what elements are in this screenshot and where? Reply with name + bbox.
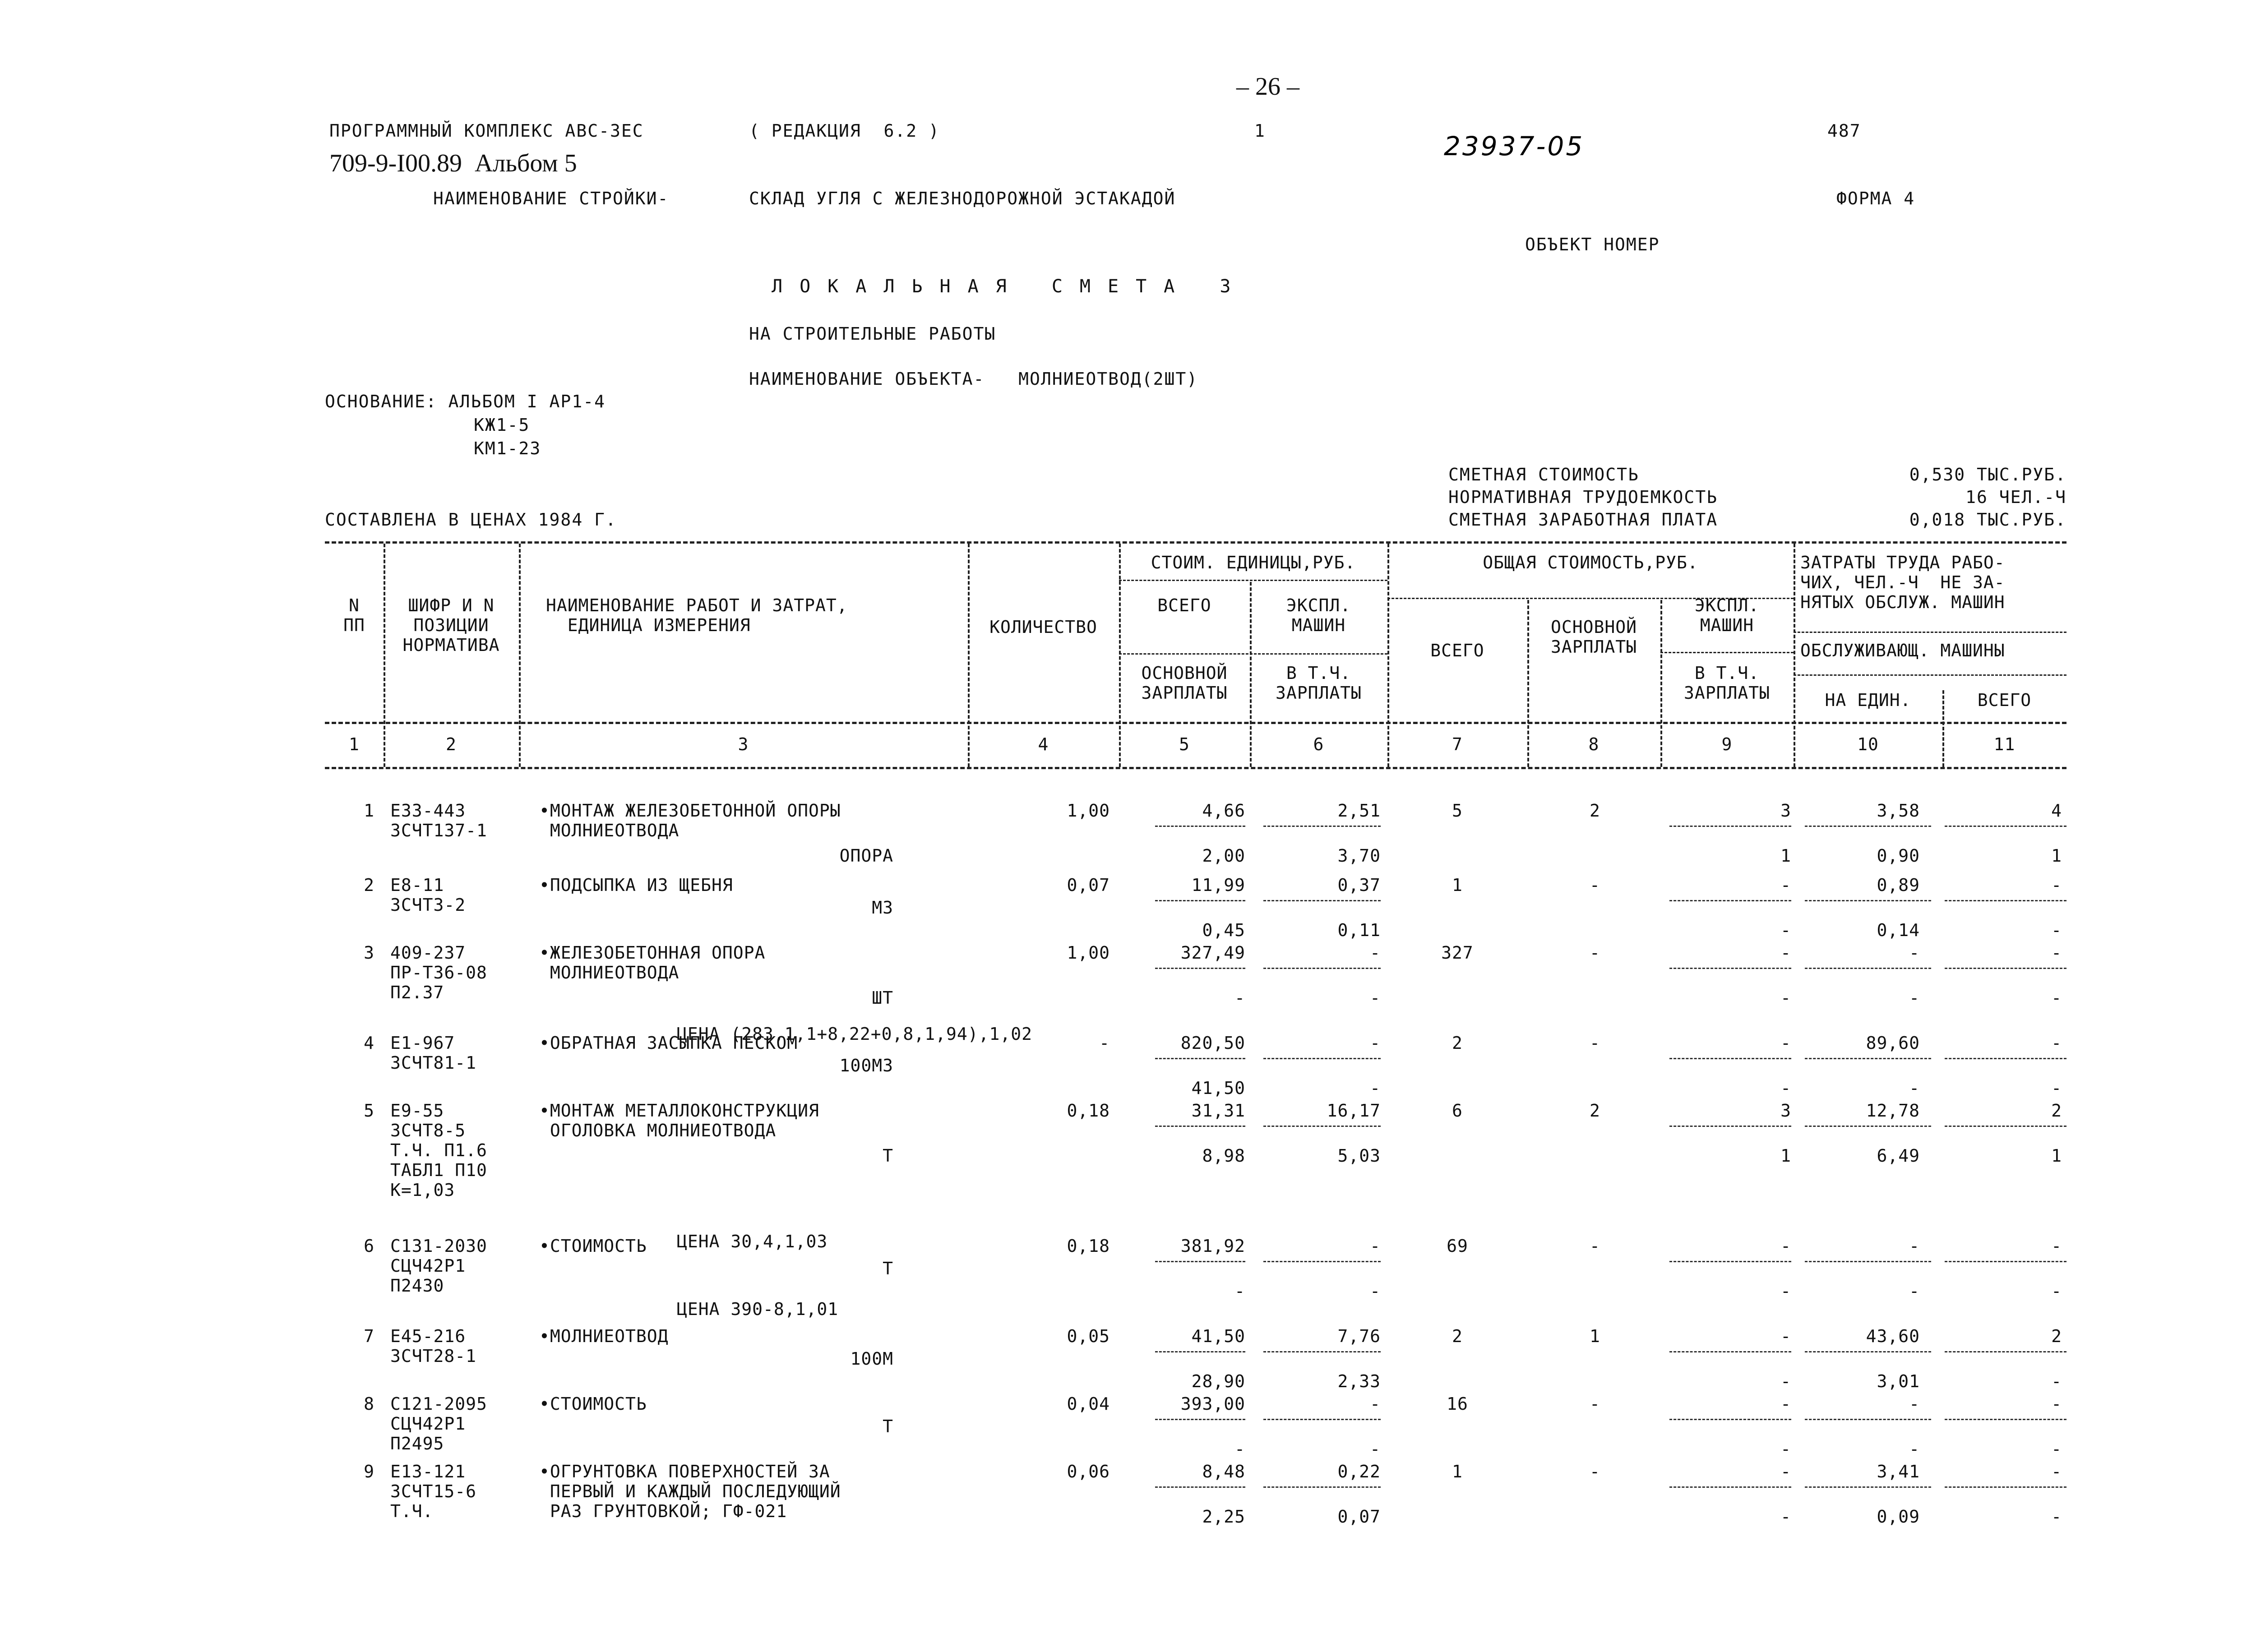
col-num: 1 — [349, 734, 360, 754]
basis-line-3: КМ1-23 — [474, 438, 541, 458]
row-labor-total-mach: - — [2051, 1507, 2062, 1527]
summary-label-wage: СМЕТНАЯ ЗАРАБОТНАЯ ПЛАТА — [1448, 510, 1718, 530]
page-right-number: 487 — [1827, 121, 1861, 141]
row-quantity: 0,18 — [1067, 1236, 1110, 1256]
row-labor-total-mach: - — [2051, 1439, 2062, 1459]
row-name: •МОНТАЖ ЖЕЛЕЗОБЕТОННОЙ ОПОРЫ МОЛНИЕОТВОДА — [539, 801, 841, 840]
row-unit-total: 820,50 — [1180, 1033, 1245, 1053]
row-unit: Т — [883, 1259, 893, 1278]
subtotal-rule — [1945, 1486, 2066, 1488]
col-num: 10 — [1857, 734, 1879, 754]
header-unit-wage: ОСНОВНОЙ ЗАРПЛАТЫ — [1141, 663, 1228, 703]
row-quantity: 1,00 — [1067, 943, 1110, 963]
col-num: 4 — [1038, 734, 1049, 754]
row-labor-total: - — [2051, 1394, 2062, 1414]
row-price-note: ЦЕНА (283,1,1+8,22+0,8,1,94),1,02 — [677, 1024, 1032, 1044]
row-unit-mach-wage: - — [1370, 1281, 1381, 1301]
subtotal-rule — [1945, 900, 2066, 901]
row-total-mach: - — [1780, 1394, 1791, 1414]
row-unit-wage: 0,45 — [1202, 920, 1245, 940]
subtotal-rule — [1669, 1058, 1791, 1059]
col-sep-3 — [968, 544, 970, 767]
row-name: •МОЛНИЕОТВОД — [539, 1326, 669, 1346]
header-total-cost: ОБЩАЯ СТОИМОСТЬ,РУБ. — [1483, 553, 1698, 572]
row-total-wage: - — [1590, 875, 1600, 895]
col-num: 3 — [738, 734, 749, 754]
row-name: •МОНТАЖ МЕТАЛЛОКОНСТРУКЦИЯ ОГОЛОВКА МОЛНИЕОТВОДА — [539, 1101, 819, 1140]
summary-label-cost: СМЕТНАЯ СТОИМОСТЬ — [1448, 465, 1639, 485]
row-unit-wage: 41,50 — [1191, 1078, 1245, 1098]
row-number: 9 — [364, 1462, 374, 1481]
program-name: ПРОГРАММНЫЙ КОМПЛЕКС АВС-ЗЕС — [329, 121, 644, 141]
subtotal-rule — [1805, 968, 1931, 969]
row-total: 2 — [1452, 1326, 1463, 1346]
row-labor-total-mach: - — [2051, 1371, 2062, 1391]
row-labor-unit-mach: - — [1909, 1281, 1920, 1301]
row-unit-total: 327,49 — [1180, 943, 1245, 963]
subtotal-rule — [1669, 826, 1791, 827]
subtotal-rule — [1263, 1058, 1381, 1059]
row-quantity: 0,06 — [1067, 1462, 1110, 1481]
col-sep-4 — [1119, 544, 1121, 767]
subtotal-rule — [1945, 1261, 2066, 1262]
estimate-title: ЛОКАЛЬНАЯ СМЕТА 3 — [772, 276, 1248, 297]
edition: ( РЕДАКЦИЯ 6.2 ) — [749, 121, 940, 141]
col-num: 2 — [446, 734, 457, 754]
row-unit-wage: 8,98 — [1202, 1146, 1245, 1166]
row-code: Е1-967 ЗСЧТ81-1 — [390, 1033, 477, 1073]
document-code: 23937-05 — [1444, 131, 1585, 162]
row-labor-unit-mach: - — [1909, 988, 1920, 1008]
col-sep-2 — [519, 544, 521, 767]
row-unit-wage: 2,25 — [1202, 1507, 1245, 1527]
row-labor-unit: 12,78 — [1866, 1101, 1920, 1121]
row-unit-total: 31,31 — [1191, 1101, 1245, 1121]
row-labor-unit-mach: 0,90 — [1877, 846, 1920, 866]
row-total-mach: - — [1780, 875, 1791, 895]
construction-value: СКЛАД УГЛЯ С ЖЕЛЕЗНОДОРОЖНОЙ ЭСТАКАДОЙ — [749, 189, 1176, 208]
table-top-rule — [325, 541, 2066, 544]
row-unit-mach: 0,37 — [1337, 875, 1381, 895]
subtotal-rule — [1155, 968, 1245, 969]
row-unit-wage: - — [1234, 1281, 1245, 1301]
row-unit: 100М — [850, 1349, 893, 1369]
row-labor-total-mach: 1 — [2051, 1146, 2062, 1166]
row-labor-total-mach: 1 — [2051, 846, 2062, 866]
row-total-mach-wage: - — [1780, 1439, 1791, 1459]
object-number: ОБЪЕКТ НОМЕР — [1525, 235, 1660, 254]
row-unit-mach-wage: - — [1370, 988, 1381, 1008]
row-labor-total: 4 — [2051, 801, 2062, 821]
row-name: •ПОДСЫПКА ИЗ ЩЕБНЯ — [539, 875, 733, 895]
subtotal-rule — [1945, 1126, 2066, 1127]
row-unit-mach: 0,22 — [1337, 1462, 1381, 1481]
col-num: 5 — [1179, 734, 1190, 754]
row-unit-mach: 7,76 — [1337, 1326, 1381, 1346]
unit-cost-rule — [1119, 580, 1387, 581]
row-labor-unit: - — [1909, 1236, 1920, 1256]
row-total-mach-wage: 1 — [1780, 846, 1791, 866]
row-unit: Т — [883, 1417, 893, 1436]
row-code: Е8-11 ЗСЧТ3-2 — [390, 875, 466, 915]
object-name: НАИМЕНОВАНИЕ ОБЪЕКТА- МОЛНИЕОТВОД(2ШТ) — [749, 369, 1198, 389]
row-total-mach-wage: - — [1780, 1371, 1791, 1391]
row-total-mach-wage: - — [1780, 1281, 1791, 1301]
row-unit: ОПОРА — [839, 846, 893, 866]
subtotal-rule — [1805, 1419, 1931, 1420]
row-number: 8 — [364, 1394, 374, 1414]
subtotal-rule — [1805, 900, 1931, 901]
col-num: 8 — [1588, 734, 1600, 754]
row-quantity: 0,18 — [1067, 1101, 1110, 1121]
col-num: 6 — [1313, 734, 1324, 754]
header-labor-total: ВСЕГО — [1977, 690, 2032, 710]
row-labor-unit: 3,41 — [1877, 1462, 1920, 1481]
row-number: 5 — [364, 1101, 374, 1121]
row-unit-wage: 28,90 — [1191, 1371, 1245, 1391]
row-name: •ЖЕЛЕЗОБЕТОННАЯ ОПОРА МОЛНИЕОТВОДА — [539, 943, 766, 983]
subtotal-rule — [1945, 826, 2066, 827]
row-total-wage: 2 — [1590, 801, 1600, 821]
row-unit-mach-wage: - — [1370, 1439, 1381, 1459]
summary-value-cost: 0,530 ТЫС.РУБ. — [1909, 465, 2066, 485]
row-total: 327 — [1441, 943, 1474, 963]
row-total-mach-wage: - — [1780, 920, 1791, 940]
row-unit-mach-wage: 0,11 — [1337, 920, 1381, 940]
row-unit-total: 11,99 — [1191, 875, 1245, 895]
row-number: 1 — [364, 801, 374, 821]
subtotal-rule — [1669, 1126, 1791, 1127]
mach-mid-rule — [1660, 652, 1794, 653]
row-unit-total: 381,92 — [1180, 1236, 1245, 1256]
row-total: 2 — [1452, 1033, 1463, 1053]
subtotal-rule — [1263, 968, 1381, 969]
row-unit-mach-wage: 5,03 — [1337, 1146, 1381, 1166]
subtotal-rule — [1155, 1058, 1245, 1059]
subtotal-rule — [1155, 1126, 1245, 1127]
subtotal-rule — [1155, 1486, 1245, 1488]
row-quantity: 0,04 — [1067, 1394, 1110, 1414]
subtotal-rule — [1945, 1419, 2066, 1420]
row-total-wage: - — [1590, 1236, 1600, 1256]
header-tc-total: ВСЕГО — [1430, 641, 1484, 660]
row-labor-unit-mach: 0,09 — [1877, 1507, 1920, 1527]
subtotal-rule — [1263, 1351, 1381, 1352]
header-unit-mach: ЭКСПЛ. МАШИН — [1286, 595, 1351, 635]
subtotal-rule — [1155, 1419, 1245, 1420]
row-number: 7 — [364, 1326, 374, 1346]
header-tc-mach: ЭКСПЛ. МАШИН — [1694, 595, 1760, 635]
col-num: 9 — [1721, 734, 1733, 754]
row-labor-unit: 3,58 — [1877, 801, 1920, 821]
row-unit-mach: - — [1370, 1236, 1381, 1256]
subtotal-rule — [1263, 1126, 1381, 1127]
row-code: Е9-55 ЗСЧТ8-5 Т.Ч. П1.6 ТАБЛ1 П10 К=1,03 — [390, 1101, 487, 1200]
row-name: •ОГРУНТОВКА ПОВЕРХНОСТЕЙ ЗА ПЕРВЫЙ И КАЖДЫЙ ПОСЛЕДУЮЩИЙ РАЗ ГРУНТОВКОЙ; ГФ-021 — [539, 1462, 841, 1521]
subtotal-rule — [1263, 1419, 1381, 1420]
row-unit-mach: 16,17 — [1327, 1101, 1381, 1121]
row-name: •ОБРАТНАЯ ЗАСЫПКА ПЕСКОМ — [539, 1033, 798, 1053]
subtotal-rule — [1945, 1351, 2066, 1352]
row-total-mach: - — [1780, 1326, 1791, 1346]
subtotal-rule — [1805, 1351, 1931, 1352]
row-unit-total: 4,66 — [1202, 801, 1245, 821]
estimate-subtitle: НА СТРОИТЕЛЬНЫЕ РАБОТЫ — [749, 324, 996, 344]
row-unit-mach-wage: 3,70 — [1337, 846, 1381, 866]
subtotal-rule — [1805, 826, 1931, 827]
row-total: 6 — [1452, 1101, 1463, 1121]
row-total-wage: 2 — [1590, 1101, 1600, 1121]
row-number: 4 — [364, 1033, 374, 1053]
row-unit-mach-wage: 0,07 — [1337, 1507, 1381, 1527]
subtotal-rule — [1263, 900, 1381, 901]
row-number: 6 — [364, 1236, 374, 1256]
row-unit: 100М3 — [839, 1056, 893, 1075]
row-code: Е13-121 ЗСЧТ15-6 Т.Ч. — [390, 1462, 477, 1521]
row-total-mach-wage: - — [1780, 1507, 1791, 1527]
row-code: 409-237 ПР-Т36-08 П2.37 — [390, 943, 487, 1002]
subtotal-rule — [1805, 1058, 1931, 1059]
header-labor: ЗАТРАТЫ ТРУДА РАБО- ЧИХ, ЧЕЛ.-Ч НЕ ЗА- НЯТЫХ ОБСЛУЖ. МАШИН — [1800, 553, 2005, 612]
header-number: N ПП — [343, 595, 365, 635]
col-num: 7 — [1452, 734, 1463, 754]
basis-line-2: КЖ1-5 — [474, 415, 530, 435]
subtotal-rule — [1669, 1351, 1791, 1352]
subtotal-rule — [1263, 826, 1381, 827]
sheet-number: 1 — [1254, 121, 1266, 141]
row-unit-wage: - — [1234, 1439, 1245, 1459]
row-total-wage: - — [1590, 1033, 1600, 1053]
row-unit-mach: - — [1370, 1033, 1381, 1053]
row-quantity: 0,05 — [1067, 1326, 1110, 1346]
row-labor-total: - — [2051, 943, 2062, 963]
row-code: Е33-443 ЗСЧТ137-1 — [390, 801, 487, 840]
row-total-mach: - — [1780, 1462, 1791, 1481]
subtotal-rule — [1805, 1486, 1931, 1488]
row-total-mach-wage: - — [1780, 988, 1791, 1008]
subtotal-rule — [1945, 968, 2066, 969]
summary-value-wage: 0,018 ТЫС.РУБ. — [1909, 510, 2066, 530]
row-total-mach: - — [1780, 943, 1791, 963]
subtotal-rule — [1155, 1261, 1245, 1262]
row-labor-unit-mach: - — [1909, 1439, 1920, 1459]
row-quantity: - — [1099, 1033, 1110, 1053]
row-total-mach: 3 — [1780, 801, 1791, 821]
row-total: 1 — [1452, 875, 1463, 895]
row-quantity: 0,07 — [1067, 875, 1110, 895]
row-labor-unit: - — [1909, 943, 1920, 963]
subtotal-rule — [1945, 1058, 2066, 1059]
header-code: ШИФР И N ПОЗИЦИИ НОРМАТИВА — [402, 595, 500, 655]
row-total-mach-wage: - — [1780, 1078, 1791, 1098]
header-quantity: КОЛИЧЕСТВО — [989, 617, 1097, 637]
header-labor-2: ОБСЛУЖИВАЮЩ. МАШИНЫ — [1800, 641, 2005, 660]
row-total-wage: 1 — [1590, 1326, 1600, 1346]
row-labor-total: - — [2051, 1033, 2062, 1053]
row-unit-total: 393,00 — [1180, 1394, 1245, 1414]
form-label: ФОРМА 4 — [1836, 189, 1915, 208]
row-labor-unit: - — [1909, 1394, 1920, 1414]
row-unit-total: 8,48 — [1202, 1462, 1245, 1481]
row-labor-total-mach: - — [2051, 1078, 2062, 1098]
col-num: 11 — [1993, 734, 2016, 754]
row-labor-unit-mach: - — [1909, 1078, 1920, 1098]
header-unit-incl: В Т.Ч. ЗАРПЛАТЫ — [1275, 663, 1362, 703]
col-sep-9 — [1794, 544, 1795, 767]
row-unit-mach-wage: - — [1370, 1078, 1381, 1098]
page-number: – 26 – — [1236, 73, 1299, 101]
row-code: С121-2095 СЦЧ42Р1 П2495 — [390, 1394, 487, 1454]
subtotal-rule — [1155, 1351, 1245, 1352]
row-total-mach: - — [1780, 1033, 1791, 1053]
header-bottom-rule — [325, 722, 2066, 724]
row-total-wage: - — [1590, 1462, 1600, 1481]
row-total-mach-wage: 1 — [1780, 1146, 1791, 1166]
row-name: •СТОИМОСТЬ — [539, 1236, 647, 1256]
header-unit-cost: СТОИМ. ЕДИНИЦЫ,РУБ. — [1151, 553, 1356, 572]
row-labor-total: - — [2051, 1236, 2062, 1256]
row-labor-total-mach: - — [2051, 988, 2062, 1008]
header-tc-incl: В Т.Ч. ЗАРПЛАТЫ — [1683, 663, 1771, 703]
subtotal-rule — [1669, 900, 1791, 901]
row-total: 5 — [1452, 801, 1463, 821]
subtotal-rule — [1155, 826, 1245, 827]
subtotal-rule — [1805, 1126, 1931, 1127]
labor-rule-2 — [1794, 674, 2066, 676]
row-labor-total: 2 — [2051, 1101, 2062, 1121]
price-basis: СОСТАВЛЕНА В ЦЕНАХ 1984 Г. — [325, 510, 617, 530]
row-total-wage: - — [1590, 1394, 1600, 1414]
unit-cost-mid-rule — [1119, 653, 1387, 655]
row-number: 2 — [364, 875, 374, 895]
row-unit-mach-wage: 2,33 — [1337, 1371, 1381, 1391]
row-labor-unit-mach: 0,14 — [1877, 920, 1920, 940]
numbers-bottom-rule — [325, 767, 2066, 769]
row-unit-mach: - — [1370, 1394, 1381, 1414]
subtotal-rule — [1669, 968, 1791, 969]
row-unit-total: 41,50 — [1191, 1326, 1245, 1346]
row-total-mach: 3 — [1780, 1101, 1791, 1121]
subtotal-rule — [1669, 1261, 1791, 1262]
header-name: НАИМЕНОВАНИЕ РАБОТ И ЗАТРАТ, ЕДИНИЦА ИЗМЕРЕНИЯ — [546, 595, 848, 635]
row-labor-unit-mach: 3,01 — [1877, 1371, 1920, 1391]
row-unit-mach: 2,51 — [1337, 801, 1381, 821]
row-total: 16 — [1447, 1394, 1468, 1414]
row-labor-total: - — [2051, 875, 2062, 895]
row-labor-unit: 0,89 — [1877, 875, 1920, 895]
album-reference: 709-9-I00.89 Альбом 5 — [329, 149, 577, 177]
labor-rule-1 — [1794, 632, 2066, 633]
row-quantity: 1,00 — [1067, 801, 1110, 821]
row-number: 3 — [364, 943, 374, 963]
subtotal-rule — [1263, 1261, 1381, 1262]
row-unit: ШТ — [872, 988, 893, 1008]
row-name: •СТОИМОСТЬ — [539, 1394, 647, 1414]
summary-value-labor: 16 ЧЕЛ.-Ч — [1965, 487, 2066, 507]
row-total-mach: - — [1780, 1236, 1791, 1256]
row-unit: М3 — [872, 898, 893, 918]
subtotal-rule — [1263, 1486, 1381, 1488]
subtotal-rule — [1155, 900, 1245, 901]
row-total: 1 — [1452, 1462, 1463, 1481]
header-tc-wage: ОСНОВНОЙ ЗАРПЛАТЫ — [1550, 617, 1637, 657]
row-labor-total: 2 — [2051, 1326, 2062, 1346]
subtotal-rule — [1669, 1486, 1791, 1488]
subtotal-rule — [1669, 1419, 1791, 1420]
row-price-note: ЦЕНА 390-8,1,01 — [677, 1299, 839, 1319]
row-total: 69 — [1447, 1236, 1468, 1256]
basis-line-1: ОСНОВАНИЕ: АЛЬБОМ I АР1-4 — [325, 392, 606, 411]
row-code: Е45-216 ЗСЧТ28-1 — [390, 1326, 477, 1366]
row-price-note: ЦЕНА 30,4,1,03 — [677, 1232, 828, 1251]
row-unit: Т — [883, 1146, 893, 1166]
row-labor-total-mach: - — [2051, 920, 2062, 940]
row-unit-wage: 2,00 — [1202, 846, 1245, 866]
row-unit-mach: - — [1370, 943, 1381, 963]
row-labor-total: - — [2051, 1462, 2062, 1481]
row-labor-total-mach: - — [2051, 1281, 2062, 1301]
summary-label-labor: НОРМАТИВНАЯ ТРУДОЕМКОСТЬ — [1448, 487, 1718, 507]
row-labor-unit: 89,60 — [1866, 1033, 1920, 1053]
row-labor-unit: 43,60 — [1866, 1326, 1920, 1346]
col-sep-1 — [384, 544, 385, 767]
header-unit-total: ВСЕГО — [1157, 595, 1211, 615]
row-unit-wage: - — [1234, 988, 1245, 1008]
row-total-wage: - — [1590, 943, 1600, 963]
subtotal-rule — [1805, 1261, 1931, 1262]
header-labor-unit: НА ЕДИН. — [1825, 690, 1911, 710]
construction-label: НАИМЕНОВАНИЕ СТРОЙКИ- — [433, 189, 669, 208]
row-labor-unit-mach: 6,49 — [1877, 1146, 1920, 1166]
row-code: С131-2030 СЦЧ42Р1 П2430 — [390, 1236, 487, 1296]
